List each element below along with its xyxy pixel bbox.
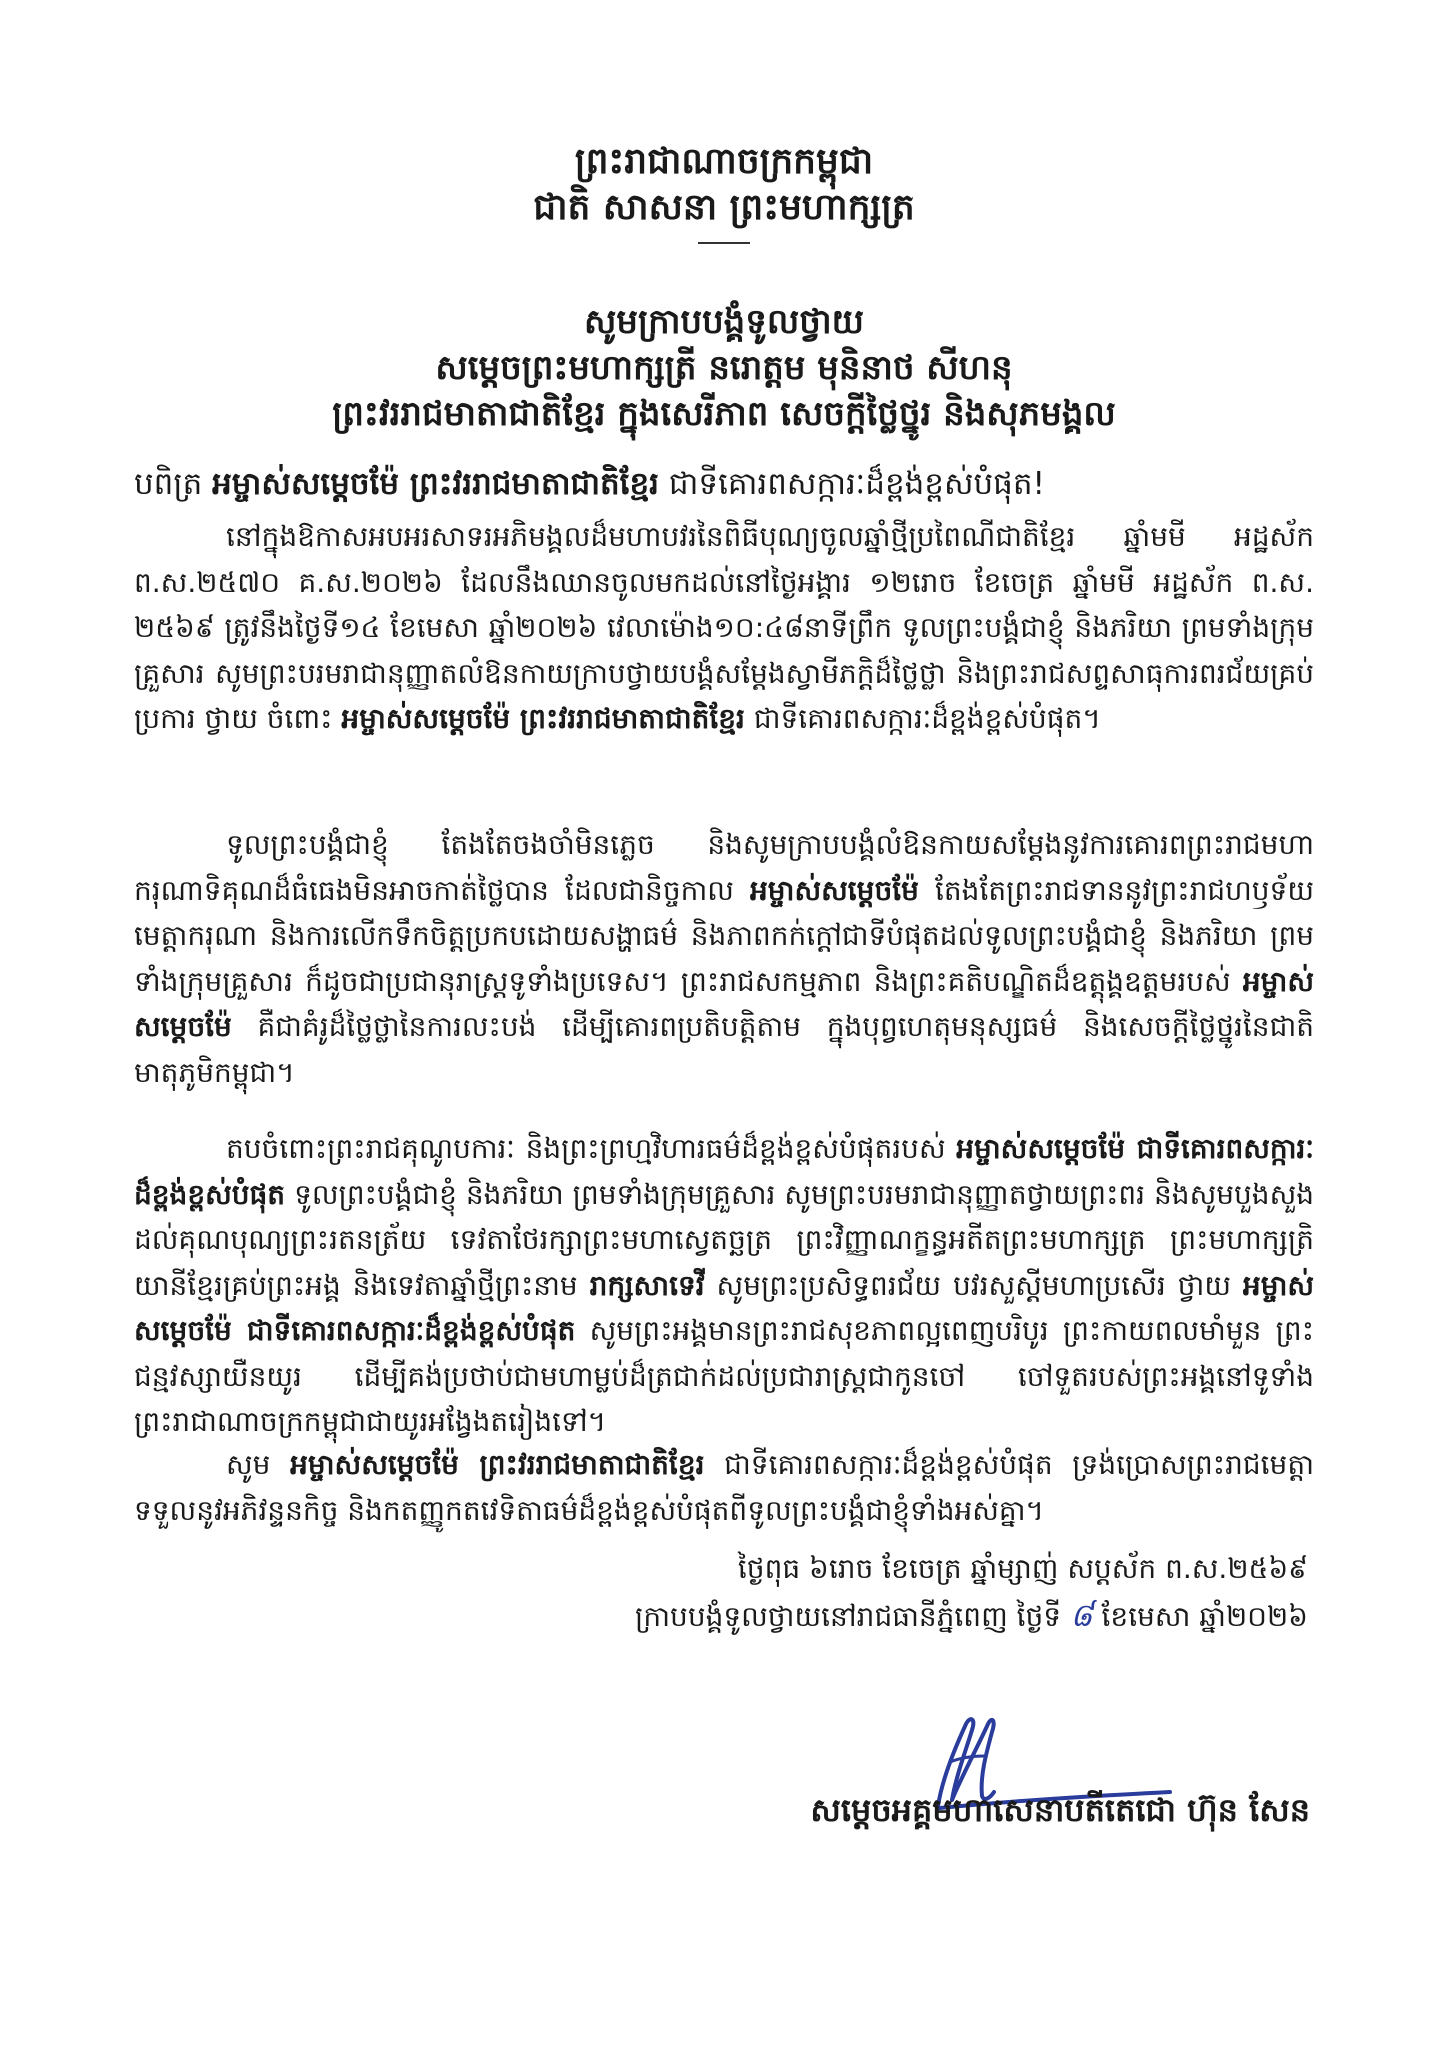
paragraph-3	[134, 1126, 1314, 1445]
addressee-line-1: សូមក្រាបបង្គំទូលថ្វាយ	[584, 302, 864, 342]
signer-name: សម្តេចអគ្គមហាសេនាបតីតេជោ ហ៊ុន សែន	[810, 1791, 1310, 1829]
motto-divider	[698, 242, 750, 244]
p3-bold-b: អម្ចាស់សម្តេចម៉ែ ជាទីគោរពសក្ការៈដ៏ខ្ពង់ខ្ពស់បំផុត	[134, 1132, 1314, 1211]
salutation-bold: អម្ចាស់សម្តេចម៉ែ ព្រះវររាជមាតាជាតិខ្មែរ	[212, 466, 660, 502]
salutation-prefix: បពិត្រ	[134, 466, 213, 502]
p4-bold-b: អម្ចាស់សម្តេចម៉ែ ព្រះវររាជមាតាជាតិខ្មែរ	[290, 1448, 705, 1481]
p4-text-a: សូម	[226, 1448, 291, 1481]
place-date-suffix: ខែមេសា ឆ្នាំ២០២៦	[1092, 1600, 1308, 1633]
lunar-date: ថ្ងៃពុធ ៦រោច ខែចេត្រ ឆ្នាំម្សាញ់ សប្តស័ក ព.ស.២៥៦៩	[737, 1552, 1308, 1585]
p2-bold-d: អម្ចាស់សម្តេចម៉ែ	[134, 964, 1314, 1043]
paragraph-2	[134, 822, 1314, 1095]
p2-text-c: តែងតែព្រះរាជទាននូវព្រះរាជហឫទ័យមេត្តាករុណា និងការលើកទឹកចិត្តប្រកបដោយសង្ហាធម៌ និងភាពកក់ក្តៅជាទីបំផុតដល់ទូលព្រះបង្គំជាខ្ញុំ និងភរិយា ព្រមទាំងក្រុមគ្រួសារ ក៏ដូចជាប្រជានុរាស្ត្រទូទាំងប្រទេស។ ព្រះរាជសកម្មភាព និងព្រះគតិបណ្ឌិតដ៏ឧត្តុង្គឧត្តមរបស់	[134, 873, 1314, 998]
p1-text-c: ជាទីគោរពសក្ការៈដ៏ខ្ពង់ខ្ពស់បំផុត។	[744, 702, 1101, 735]
p2-text-a: ទូលព្រះបង្គំជាខ្ញុំ តែងតែចងចាំមិនភ្លេច និងសូមក្រាបបង្គំលំឱនកាយសម្តែងនូវការគោរពព្រះរាជមហាករុណាទិគុណដ៏ធំធេងមិនអាចកាត់ថ្លៃបាន ដែលជានិច្ចកាល	[134, 828, 1314, 907]
p3-bold-f: អម្ចាស់សម្តេចម៉ែ ជាទីគោរពសក្ការៈដ៏ខ្ពង់ខ្ពស់បំផុត	[134, 1268, 1315, 1347]
p3-text-e: សូមព្រះប្រសិទ្ធពរជ័យ បវរសួស្តីមហាប្រសើរ ថ្វាយ	[704, 1268, 1243, 1302]
salutation-suffix: ជាទីគោរពសក្ការៈដ៏ខ្ពង់ខ្ពស់បំផុត!	[659, 466, 1045, 502]
national-motto: ជាតិ សាសនា ព្រះមហាក្សត្រ	[533, 187, 915, 228]
salutation	[134, 462, 1314, 506]
handwritten-day: ៨	[1069, 1596, 1093, 1634]
place-date-prefix: ក្រាបបង្គំទូលថ្វាយនៅរាជធានីភ្នំពេញ ថ្ងៃទី	[635, 1600, 1070, 1633]
p3-text-g: សូមព្រះអង្គមានព្រះរាជសុខភាពល្អពេញបរិបូរ ព្រះកាយពលមាំមួន ព្រះជន្មវស្សាយឺនយូរ ដើម្បីគង់ប្រថាប់ជាមហាម្លប់ដ៏ត្រជាក់ដល់ប្រជារាស្ត្រជាកូនចៅ ចៅទួតរបស់ព្រះអង្គនៅទូទាំងព្រះរាជាណាចក្រកម្ពុជាជាយូរអង្វែងតរៀងទៅ។	[134, 1314, 1314, 1438]
kingdom-title: ព្រះរាជាណាចក្រកម្ពុជា	[574, 141, 874, 182]
p2-text-e: គឺជាគំរូដ៏ថ្លៃថ្លានៃការលះបង់ ដើម្បីគោរពប្រតិបត្តិតាម ក្នុងបុព្វហេតុមនុស្សធម៌ និងសេចក្តីថ្លៃថ្នូរនៃជាតិមាតុភូមិកម្ពុជា។	[134, 1010, 1314, 1089]
p2-bold-b: អម្ចាស់សម្តេចម៉ែ	[750, 873, 919, 907]
p4-text-c: ជាទីគោរពសក្ការៈដ៏ខ្ពង់ខ្ពស់បំផុត ទ្រង់ប្រោសព្រះរាជមេត្តាទទួលនូវអភិវន្ទនកិច្ច និងកតញ្ញូកតវេទិតាធម៌ដ៏ខ្ពង់ខ្ពស់បំផុតពីទូលព្រះបង្គំជាខ្ញុំទាំងអស់គ្នា។	[134, 1448, 1314, 1527]
addressee-line-2: សម្តេចព្រះមហាក្សត្រី នរោត្តម មុនិនាថ សីហនុ	[435, 348, 1013, 388]
paragraph-4	[134, 1442, 1314, 1533]
addressee-line-3: ព្រះវររាជមាតាជាតិខ្មែរ ក្នុងសេរីភាព សេចក្តីថ្លៃថ្នូរ និងសុភមង្គល	[332, 394, 1116, 434]
p3-text-c: ទូលព្រះបង្គំជាខ្ញុំ និងភរិយា ព្រមទាំងក្រុមគ្រួសារ សូមព្រះបរមរាជានុញ្ញាតថ្វាយព្រះពរ និងសូមបួងសួងដល់គុណបុណ្យព្រះរតនត្រ័យ ទេវតាថែរក្សាព្រះមហាស្វេតច្ឆត្រ ព្រះវិញ្ញាណក្ខន្ធអតីតព្រះមហាក្សត្រ ព្រះមហាក្សត្រិយានីខ្មែរគ្រប់ព្រះអង្គ និងទេវតាឆ្នាំថ្មីព្រះនាម	[134, 1177, 1314, 1302]
p1-bold-b: អម្ចាស់សម្តេចម៉ែ ព្រះវររាជមាតាជាតិខ្មែរ	[341, 702, 745, 735]
p1-text-a: នៅក្នុងឱកាសអបអរសាទរអភិមង្គលដ៏មហាបវរនៃពិធីបុណ្យចូលឆ្នាំថ្មីប្រពៃណីជាតិខ្មែរ ឆ្នាំមមី អដ្ឋស័ក ព.ស.២៥៧០ គ.ស.២០២៦ ដែលនឹងឈានចូលមកដល់នៅថ្ងៃអង្គារ ១២រោច ខែចេត្រ ឆ្នាំមមី អដ្ឋស័ក ព.ស. ២៥៦៩ ត្រូវនឹងថ្ងៃទី១៤ ខែមេសា ឆ្នាំ២០២៦ វេលាម៉ោង១០:៤៨នាទីព្រឹក ទូលព្រះបង្គំជាខ្ញុំ និងភរិយា ព្រមទាំងក្រុមគ្រួសារ សូមព្រះបរមរាជានុញ្ញាតលំឱនកាយក្រាបថ្វាយបង្គំសម្តែងស្វាមីភក្តិដ៏ថ្លៃថ្លា និងព្រះរាជសព្ទសាធុការពរជ័យគ្រប់ប្រការ ថ្វាយ ចំពោះ	[134, 520, 1314, 735]
p3-bold-d: រាក្សសាទេវី	[589, 1268, 705, 1302]
place-and-date	[635, 1594, 1308, 1638]
paragraph-1	[134, 514, 1314, 742]
p3-text-a: តបចំពោះព្រះរាជគុណូបការៈ និងព្រះព្រហ្មវិហារធម៌ដ៏ខ្ពង់ខ្ពស់បំផុតរបស់	[226, 1132, 957, 1165]
